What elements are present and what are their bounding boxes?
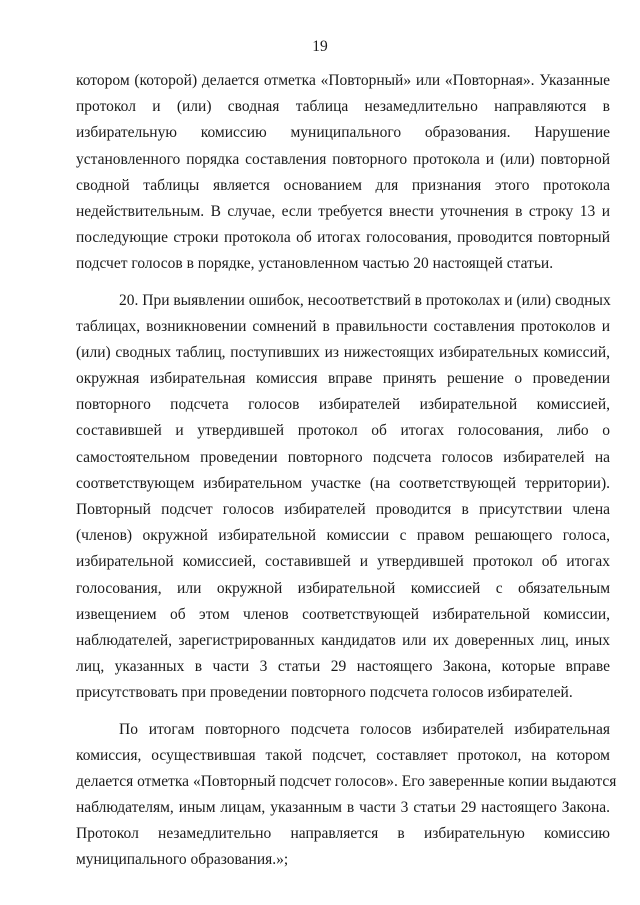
text-line: подсчет голосов в порядке, установленном частью 20 настоящей статьи. bbox=[76, 255, 554, 273]
text-line: комиссия, осуществившая такой подсчет, составляет протокол, на котором bbox=[76, 746, 610, 764]
text-line: последующие строки протокола об итогах голосования, проводится повторный bbox=[76, 229, 610, 247]
text-line: (или) сводных таблиц, поступивших из нижестоящих избирательных комиссий, bbox=[76, 343, 610, 361]
text-line: лиц, указанных в части 3 статьи 29 настоящего Закона, которые вправе bbox=[76, 658, 610, 676]
text-line: 20. При выявлении ошибок, несоответствий в протоколах и (или) сводных bbox=[119, 291, 611, 309]
text-line: Протокол незамедлительно направляется в избирательную комиссию bbox=[76, 825, 610, 843]
text-line: Повторный подсчет голосов избирателей проводится в присутствии члена bbox=[76, 501, 610, 518]
text-line: таблицах, возникновении сомнений в правильности составления протоколов и bbox=[76, 317, 610, 335]
paragraph-recount-results bbox=[76, 717, 617, 874]
text-line: составившей и утвердившей протокол об итогах голосования, либо о bbox=[76, 422, 610, 440]
text-line: муниципального образования.»; bbox=[76, 851, 289, 869]
text-line: наблюдателей, зарегистрированных кандидатов или их доверенных лиц, иных bbox=[76, 631, 610, 649]
text-line: избирательной комиссией, составившей и утвердившей протокол об итогах bbox=[76, 553, 610, 571]
text-line: недействительным. В случае, если требуется внести уточнения в строку 13 и bbox=[76, 202, 610, 220]
paragraph-continuation bbox=[76, 68, 610, 278]
text-line: самостоятельном проведении повторного подсчета голосов избирателей на bbox=[76, 448, 610, 466]
text-line: избирательную комиссию муниципального образования. Нарушение bbox=[76, 124, 610, 142]
document-body bbox=[76, 68, 617, 874]
page-number: 19 bbox=[312, 38, 328, 55]
text-line: присутствовать при проведении повторного подсчета голосов избирателей. bbox=[76, 684, 573, 702]
text-line: повторного подсчета голосов избирателей избирательной комиссией, bbox=[76, 396, 610, 414]
text-line: По итогам повторного подсчета голосов избирателей избирательная bbox=[119, 720, 610, 738]
text-line: котором (которой) делается отметка «Повторный» или «Повторная». Указанные bbox=[76, 72, 610, 89]
text-line: делается отметка «Повторный подсчет голосов». Его заверенные копии выдаются bbox=[76, 772, 617, 790]
text-line: окружная избирательная комиссия вправе принять решение о проведении bbox=[76, 370, 610, 388]
text-line: (членов) окружной избирательной комиссии с правом решающего голоса, bbox=[76, 527, 610, 545]
text-line: наблюдателям, иным лицам, указанным в части 3 статьи 29 настоящего Закона. bbox=[76, 799, 610, 817]
text-line: протокол и (или) сводная таблица незамедлительно направляются в bbox=[76, 98, 610, 116]
text-line: извещением об этом членов соответствующей избирательной комиссии, bbox=[76, 605, 610, 623]
text-line: установленного порядка составления повторного протокола и (или) повторной bbox=[76, 150, 610, 168]
text-line: голосования, или окружной избирательной комиссией с обязательным bbox=[76, 579, 610, 597]
text-line: сводной таблицы является основанием для признания этого протокола bbox=[76, 176, 610, 194]
paragraph-item-20 bbox=[76, 288, 610, 707]
text-line: соответствующем избирательном участке (на соответствующей территории). bbox=[76, 474, 610, 492]
